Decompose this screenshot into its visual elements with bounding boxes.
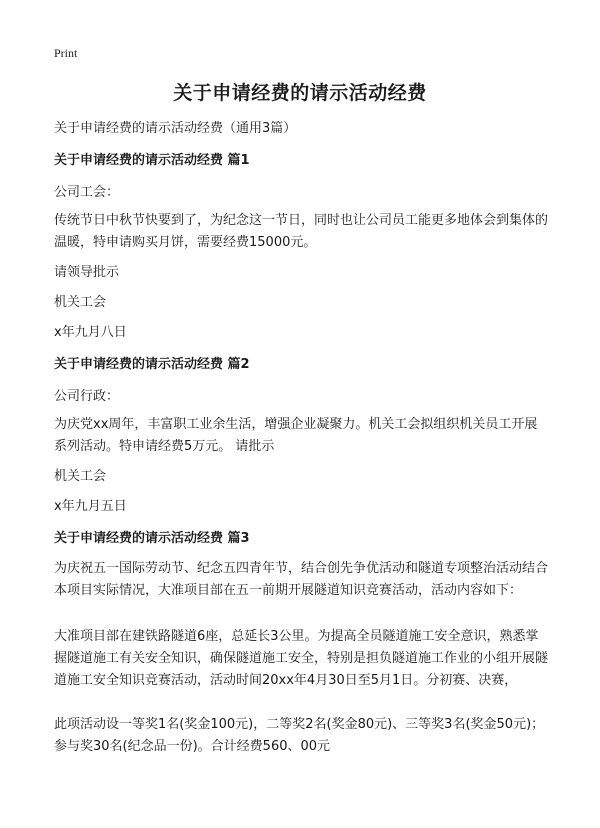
section-3-heading: 关于申请经费的请示活动经费 篇3 [54,531,250,546]
section-1-signer: 机关工会 [54,295,107,310]
section-3-body-1: 为庆祝五一国际劳动节、纪念五四青年节，结合创先争优活动和隧道专项整治活动结合本项目实际情况，大准项目部在五一前期开展隧道知识竞赛活动，活动内容如下： [54,561,549,598]
section-1-heading: 关于申请经费的请示活动经费 篇1 [54,153,250,168]
section-3-body-2: 大准项目部在建铁路隧道6座，总延长3公里。为提高全员隧道施工安全意识，熟悉掌握隧道施工有关安全知识，确保隧道施工安全，特别是担负隧道施工作业的小组开展隧道施工安全知识竞赛活动，活动时间20xx年4月30日至5月1日。分初赛、决赛， [54,629,549,688]
section-1-body: 传统节日中秋节快要到了，为纪念这一节日，同时也让公司员工能更多地体会到集体的温暖，特申请购买月饼，需要经费15000元。 [54,213,549,250]
section-2-signer: 机关工会 [54,469,107,484]
section-1-request: 请领导批示 [54,265,120,280]
section-1-addressee: 公司工会： [54,185,120,200]
section-2-heading: 关于申请经费的请示活动经费 篇2 [54,357,250,372]
section-2-date: x年九月五日 [54,499,127,514]
section-1-date: x年九月八日 [54,325,127,340]
print-link[interactable]: Print [54,46,78,60]
document-title: 关于申请经费的请示活动经费 [173,82,427,104]
section-2-addressee: 公司行政： [54,389,120,404]
section-2-body: 为庆党xx周年，丰富职工业余生活，增强企业凝聚力。机关工会拟组织机关员工开展系列活动。特申请经费5万元。 请批示 [54,417,538,454]
document-subtitle: 关于申请经费的请示活动经费（通用3篇） [54,121,297,136]
section-3-body-3: 此项活动设一等奖1名(奖金100元)，二等奖2名(奖金80元)、三等奖3名(奖金50元)；参与奖30名(纪念品一份)。合计经费560、00元 [54,717,545,754]
